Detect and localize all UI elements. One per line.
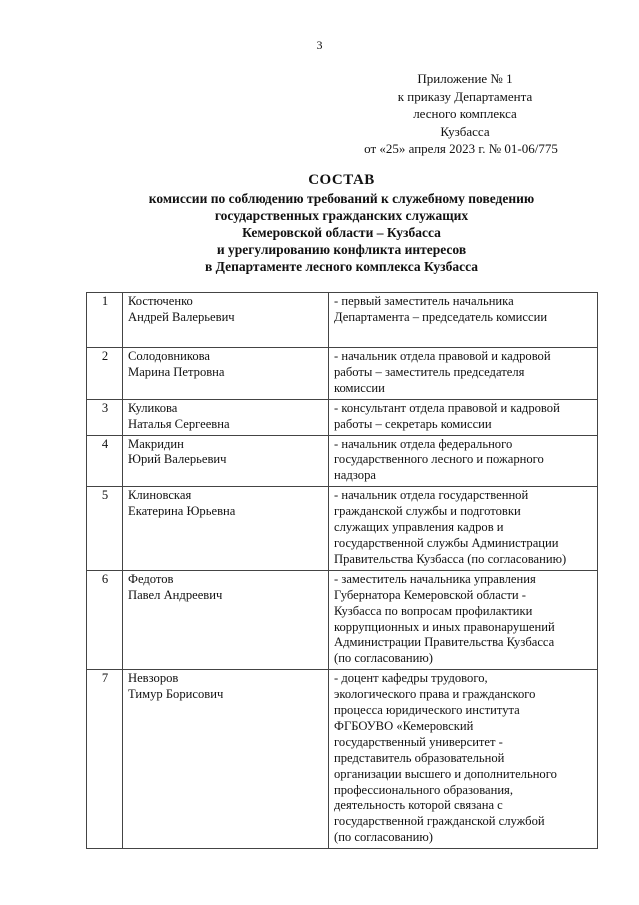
member-surname: Солодовникова bbox=[128, 349, 211, 363]
annex-title: Приложение № 1 bbox=[417, 71, 513, 86]
member-given-names: Марина Петровна bbox=[128, 364, 225, 379]
table-row bbox=[87, 487, 598, 571]
member-name-cell bbox=[123, 487, 329, 571]
heading-title: СОСТАВ bbox=[308, 172, 375, 188]
member-name-cell bbox=[123, 570, 329, 669]
member-given-names: Юрий Валерьевич bbox=[128, 452, 227, 467]
annex-department: лесного комплекса bbox=[413, 106, 517, 121]
member-given-names: Андрей Валерьевич bbox=[128, 309, 235, 324]
row-number: 6 bbox=[87, 570, 123, 669]
table-row bbox=[87, 348, 598, 400]
heading-line-1: комиссии по соблюдению требований к служебному поведению bbox=[148, 191, 535, 206]
commission-members-table bbox=[86, 292, 598, 849]
table-row bbox=[87, 670, 598, 849]
row-number: 1 bbox=[87, 293, 123, 348]
member-surname: Федотов bbox=[128, 571, 174, 586]
row-number: 3 bbox=[87, 399, 123, 435]
member-role: - начальник отдела федерального государственного лесного и пожарного надзора bbox=[329, 435, 598, 487]
member-role: - начальник отдела государственной гражданской службы и подготовки служащих управления кадров и государственной службы Администрации Правительства Кузбасса (по согласованию) bbox=[329, 487, 598, 571]
member-role: - первый заместитель начальника Департамента – председатель комиссии bbox=[329, 293, 598, 348]
heading-line-5: в Департаменте лесного комплекса Кузбасса bbox=[204, 259, 479, 274]
member-surname: Куликова bbox=[128, 400, 178, 415]
table-row bbox=[87, 293, 598, 348]
member-surname: Невзоров bbox=[128, 671, 179, 686]
member-given-names: Тимур Борисович bbox=[128, 687, 224, 702]
member-given-names: Наталья Сергеевна bbox=[128, 416, 230, 431]
table-row bbox=[87, 399, 598, 435]
member-role: - заместитель начальника управления Губернатора Кемеровской области - Кузбасса по вопросам профилактики коррупционных и иных правонарушений Администрации Правительства Кузбасса (по согласованию) bbox=[329, 570, 598, 669]
member-name-cell bbox=[123, 670, 329, 849]
member-name-cell bbox=[123, 348, 329, 400]
heading-line-4: и урегулированию конфликта интересов bbox=[216, 242, 467, 257]
member-given-names: Павел Андреевич bbox=[128, 587, 223, 602]
annex-order-ref: к приказу Департамента bbox=[397, 88, 533, 104]
row-number: 4 bbox=[87, 435, 123, 487]
row-number: 5 bbox=[87, 487, 123, 571]
table-row bbox=[87, 435, 598, 487]
table-row bbox=[87, 570, 598, 669]
document-heading bbox=[100, 172, 583, 275]
row-number: 7 bbox=[87, 670, 123, 849]
page-number: 3 bbox=[316, 38, 323, 52]
member-given-names: Екатерина Юрьевна bbox=[128, 504, 236, 519]
member-role: - консультант отдела правовой и кадровой работы – секретарь комиссии bbox=[329, 399, 598, 435]
annex-header bbox=[340, 70, 590, 158]
heading-line-3: Кемеровской области – Кузбасса bbox=[242, 225, 441, 240]
annex-region: Кузбасса bbox=[440, 123, 490, 139]
member-name-cell bbox=[123, 399, 329, 435]
member-role: - доцент кафедры трудового, экологического права и гражданского процесса юридического института ФГБОУВО «Кемеровский государственный университет - представитель образовательной организации высшего и дополнительного профессионального образования, деятельность которой связана с государственной гражданской службой (по согласованию) bbox=[329, 670, 598, 849]
member-role: - начальник отдела правовой и кадровой работы – заместитель председателя комиссии bbox=[329, 348, 598, 400]
member-surname: Костюченко bbox=[128, 294, 193, 308]
annex-date-number: от «25» апреля 2023 г. № 01-06/775 bbox=[364, 141, 558, 156]
member-surname: Макридин bbox=[128, 436, 184, 451]
row-number: 2 bbox=[87, 348, 123, 400]
member-surname: Клиновская bbox=[128, 488, 192, 503]
heading-line-2: государственных гражданских служащих bbox=[214, 208, 469, 223]
member-name-cell bbox=[123, 435, 329, 487]
member-name-cell bbox=[123, 293, 329, 348]
